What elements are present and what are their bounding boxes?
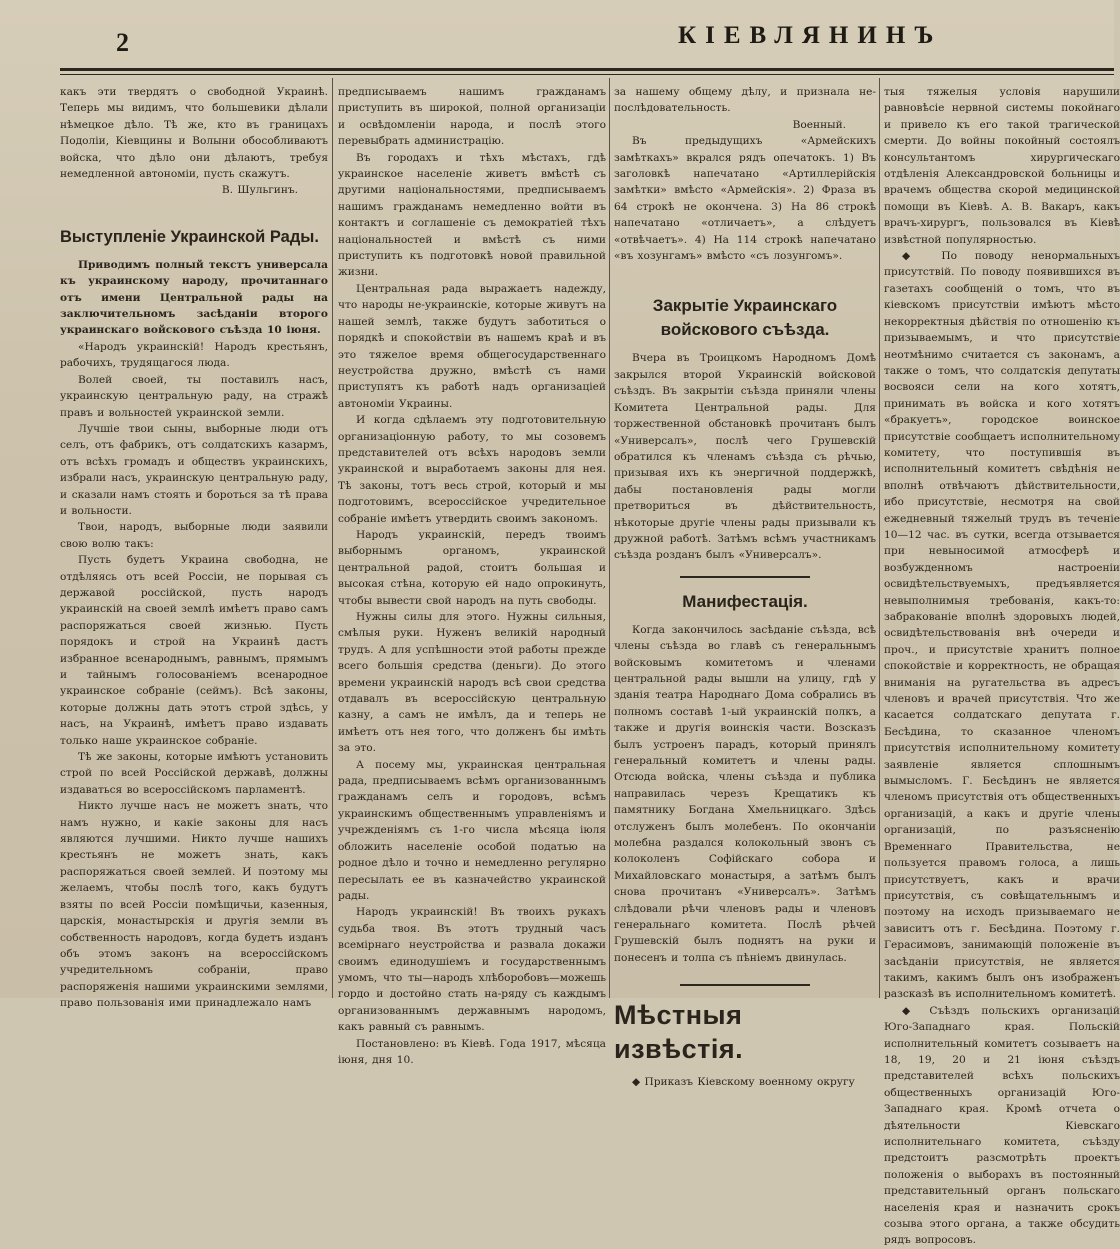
article-heading: Выступленіе Украинской Рады.	[60, 227, 319, 246]
article-paragraph: Вчера въ Троицкомъ Народномъ Домѣ закрылся второй Украинскій войсковой съѣздъ. Въ закрытіи съѣзда приняли члены Комитета Центральной рады. Для торжественной обстановкѣ прочитанъ былъ «Универсалъ», послѣ чего Грушевскій обратился къ членамъ съѣзда съ рѣчью, призывая ихъ къ энергичной поддержкѣ, дабы постановленія рады могли претвориться въ дѣйствительность, нѣкоторые другіе члены рады призывали къ дружной работѣ. Затѣмъ всѣмъ участникамъ съѣзда розданъ былъ «Универсалъ».	[614, 352, 876, 562]
article-paragraph: «Народъ украинскій! Народъ крестьянъ, рабочихъ, трудящагося люда.	[60, 340, 328, 370]
article-paragraph: Тѣ же законы, которые имѣютъ установить строй по всей Россійской державѣ, должны издаваться во всероссійскомъ парламентѣ.	[60, 751, 328, 796]
column-2	[338, 84, 606, 1066]
article-signature: В. Шульгинъ.	[221, 184, 298, 197]
article-paragraph: Твои, народъ, выборные люди заявили свою волю такъ:	[60, 521, 328, 550]
article-paragraph: ◆ Съѣздъ польскихъ организацій Юго-Западнаго края. Польскій исполнительный комитетъ созываетъ на 18, 19, 20 и 21 іюня съѣздъ представителей всѣхъ польскихъ общественныхъ организацій Юго-Западнаго края. Кромѣ отчета о дѣятельности Кіевскаго исполнительнаго комитета, съѣзду предстоитъ разсмотрѣть проектъ положенія о выборахъ въ постоянный представительный органъ польскаго населенія края и назначить срокъ созыва этого органа, а также обсудить рядъ вопросовъ.	[884, 1004, 1120, 1247]
section-rule	[680, 984, 810, 986]
section-heading: Мѣстныя извѣстія.	[614, 1000, 744, 1065]
column-1	[60, 84, 328, 1010]
article-paragraph: Въ городахъ и тѣхъ мѣстахъ, гдѣ украинское населеніе живетъ вмѣстѣ съ другими національностями, предписываемъ нашимъ гражданамъ немедленно войти въ контактъ и соглашеніе съ демократіей тѣхъ національностей и вмѣстѣ съ ними приступить къ подготовкѣ новой правильной жизни.	[338, 151, 606, 279]
article-paragraph: ◆ Приказъ Кіевскому военному округу	[632, 1076, 855, 1089]
article-signature: Военный.	[792, 118, 846, 131]
article-paragraph: И когда сдѣлаемъ эту подготовительную организаціонную работу, то мы созовемъ представителей отъ всѣхъ народовъ земли украинской и выработаемъ законы для нея. Тѣ законы, тотъ весь строй, который и мы подготовимъ, всероссійское учредительное собраніе имѣетъ утвердить своимъ закономъ.	[338, 414, 606, 525]
article-paragraph: Когда закончилось засѣданіе съѣзда, всѣ члены съѣзда во главѣ съ генеральнымъ войсковымъ комитетомъ и членами центральной рады вышли на улицу, гдѣ у зданія театра Народнаго Дома собрались въ полномъ составѣ 1-ый украинскій полкъ, а также и другія воинскія части. Возсказъ былъ устроенъ парадъ, который принялъ генеральный комитетъ и члены рады. Отсюда войска, члены съѣзда и публика направилась черезъ Крещатикъ къ памятнику Богдана Хмельницкаго. Здѣсь отслуженъ былъ молебенъ. По окончаніи молебна раздался колокольный звонъ съ колоколенъ Софійскаго собора и Михайловскаго монастыря, а затѣмъ былъ снова прочитанъ «Универсалъ». Затѣмъ слѣдовали рѣчи членовъ рады и членовъ генеральнаго комитета. Послѣ рѣчей Грушевскій былъ поднятъ на руки и понесенъ и толпа съ пѣніемъ двинулась.	[614, 623, 876, 964]
article-paragraph: Нужны силы для этого. Нужны сильныя, смѣлыя руки. Нуженъ великій народный трудъ. А для успѣшности этой работы прежде всего большія средства (деньги). До этого времени украинскій народъ всѣ свои средства отдавалъ въ всероссійскую центральную казну, а самъ не имѣлъ, да и теперь не имѣетъ отъ нея того, что долженъ бы имѣть за это.	[338, 611, 606, 755]
article-heading: Манифестація.	[682, 591, 808, 611]
article-paragraph: предписываемъ нашимъ гражданамъ приступить въ широкой, полной организаціи и освѣдомленіи народа, и послѣ этого перевыбрать администрацію.	[338, 86, 606, 148]
masthead-rule-thin	[60, 74, 1114, 75]
article-paragraph: какъ эти твердятъ о свободной Украинѣ. Теперь мы видимъ, что большевики дѣлали нѣмецкое дѣло. Тѣ же, кто въ границахъ Подоліи, Кіевщины и Волыни обособливаютъ войска, что дѣло они дѣлаютъ, требуя немедленной автономіи, пусть скажутъ.	[60, 86, 328, 181]
article-paragraph: Волей своей, ты поставилъ насъ, украинскую центральную раду, на стражѣ правъ и вольностей украинской земли.	[60, 373, 328, 419]
article-paragraph: Народъ украинскій, передъ твоимъ выборнымъ органомъ, украинской центральной радой, стоитъ большая и высокая стѣна, которую ей надо опрокинуть, чтобы вывести свой народъ на путь свободы.	[338, 528, 606, 607]
page-number: 2	[116, 28, 129, 57]
article-heading: Закрытіе Украинскаго войскового съѣзда.	[652, 296, 838, 340]
column-divider	[879, 78, 880, 998]
article-paragraph: ◆ По поводу ненормальныхъ присутствій. По поводу появившихся въ газетахъ сообщеній о томъ, что въ кіевскомъ присутствіи имѣютъ мѣсто некорректныя дѣйствія по отношенію къ призываемымъ, и что присутствіе неотмѣнимо считается съ законамъ, а также о томъ, что солдатскія депутаты восвояси сели на кого хотятъ, принимать въ войска и кого хотятъ «бракуетъ», городское воинское присутствіе сообщаетъ исполнительному комитету, что поступившія въ исполнительный комитетъ свѣдѣнія не вполнѣ отвѣчаютъ дѣйствительности, ибо присутствіе, несмотря на свой ежедневный тяжелый трудъ въ теченіе 10—12 час. въ сутки, всегда отзывается при невыносимой атмосферѣ и возбужденномъ настроеніи освидѣтельствуемыхъ, предъявляется невыполнимыя требованія, какъ-то: забракованіе вполнѣ здоровыхъ людей, освидѣтельствованія внѣ очереди и проч., и присутствіе хранитъ полное спокойствіе и корректность, не обращая вниманія на ругательства въ адресъ членовъ и врачей присутствія. Что же касается солдатскаго депутата г. Бесѣдина, то сказанное членомъ присутствія исполнительному комитету заявленіе является сплошнымъ вымысломъ. Г. Бесѣдинъ не является членомъ присутствія отъ общественныхъ организацій, а какъ и другіе члены организацій, по разъясненію Временнаго Правительства, не пользуется правомъ голоса, а лишь присутствуетъ, какъ и врачи присутствія, съ совѣщательнымъ и поэтому на исходъ призываемаго не зависитъ отъ г. Бесѣдина. Поэтому г. Герасимовъ, занимающій положеніе въ засѣданіи присутствія, не является такимъ, какимъ былъ онъ изображенъ разсказѣ въ исполнительномъ комитетѣ.	[884, 250, 1120, 1001]
column-divider	[332, 78, 333, 998]
masthead	[0, 0, 1114, 72]
masthead-rule	[60, 68, 1114, 71]
article-paragraph: Въ предыдущихъ «Армейскихъ замѣткахъ» вкрался рядъ опечатокъ. 1) Въ заголовкѣ напечатано «Артиллерійскія замѣтки» вмѣсто «Армейскія». 2) Фраза въ 64 строкѣ не окончена. 3) На 86 строкѣ напечатано «отличаетъ», а слѣдуетъ «отвѣчаетъ». 4) На 114 строкѣ напечатано «въ хозунгамъ» вмѣсто «съ лозунгомъ».	[614, 135, 876, 263]
column-divider	[609, 78, 610, 998]
column-4	[884, 84, 1120, 1247]
article-paragraph: тыя тяжелыя условія нарушили равновѣсіе нервной системы покойнаго и привело къ его такой трагической смерти. До войны покойный состоялъ консультантомъ хирургическаго отдѣленія Александровской больницы и врачемъ общества скорой медицинской помощи въ Кіевѣ. А. В. Вакаръ, какъ врачъ-хирургъ, пользовался въ Кіевѣ извѣстной популярностью.	[884, 86, 1120, 246]
article-paragraph: Приводимъ полный текстъ универсала къ украинскому народу, прочитаннаго отъ имени Центральной рады на заключительномъ засѣданіи второго украинскаго войскового съѣзда 10 іюня.	[60, 258, 328, 337]
article-paragraph: А посему мы, украинская центральная рада, предписываемъ всѣмъ организованнымъ гражданамъ селъ и городовъ, всѣмъ украинскимъ общественнымъ управленіямъ и учрежденіямъ съ 1-го числа мѣсяца іюля обложить населеніе особой податью на родное дѣло и точно и немедленно регулярно пересылать ее въ казначейство украинской рады.	[338, 758, 606, 902]
article-paragraph: Постановлено: въ Кіевѣ. Года 1917, мѣсяца іюня, дня 10.	[338, 1037, 606, 1066]
newspaper-title: КІЕВЛЯНИНЪ	[678, 22, 943, 49]
section-rule	[680, 576, 810, 578]
article-paragraph: Никто лучше насъ не можетъ знать, что намъ нужно, и какіе законы для насъ являются лучшими. Никто лучше нашихъ крестьянъ не можетъ знать, какъ распоряжаться своей землей. И поэтому мы желаемъ, чтобы послѣ того, какъ будутъ взяты по всей Россіи помѣщичьи, казенныя, царскія, монастырскія и другія земли въ собственность народовъ, когда будетъ изданъ объ этомъ законъ на всероссійскомъ учредительномъ собраніи, право распоряженія нашими украинскими землями, право пользованія ими принадлежало намъ	[60, 800, 328, 1010]
article-paragraph: Центральная рада выражаетъ надежду, что народы не-украинскіе, которые живутъ на нашей землѣ, также будутъ заботиться о порядкѣ и спокойствіи въ нашемъ краѣ и въ это тяжелое время общегосударственнаго неустройства дружно, вмѣстѣ съ нами приступятъ къ работѣ надъ организаціей автономіи Украины.	[338, 282, 606, 410]
column-3	[614, 84, 876, 1089]
article-paragraph: Пусть будетъ Украина свободна, не отдѣляясь отъ всей Россіи, не порывая съ державой россійской, пусть народъ украинскій на своей землѣ имѣетъ право самъ распоряжаться своей жизнью. Пусть порядокъ и строй на Украинѣ дастъ избранное всенароднымъ, равнымъ, прямымъ и тайнымъ голосованіемъ всенародное украинское собраніе (сеймъ). Всѣ законы, которые должны дать этотъ строй здѣсь, у насъ, на Украинѣ, имѣетъ право издавать только наше украинское собраніе.	[60, 554, 328, 747]
article-paragraph: Лучшіе твои сыны, выборные люди отъ селъ, отъ фабрикъ, отъ солдатскихъ казармъ, отъ всѣхъ громадъ и обществъ украинскихъ, избрали насъ, украинскую центральную раду, и сказали намъ стоять и бороться за тѣ права и вольности.	[60, 422, 328, 517]
article-paragraph: за нашему общему дѣлу, и признала не-послѣдовательность.	[614, 86, 876, 115]
article-paragraph: Народъ украинскій! Въ твоихъ рукахъ судьба твоя. Въ этотъ трудный часъ всемірнаго неустройства и развала докажи своимъ единодушіемъ и государственнымъ умомъ, что ты—народъ хлѣборобовъ—можешь гордо и достойно стать на-ряду съ каждымъ организованнымъ державнымъ народомъ, какъ равный съ равнымъ.	[338, 906, 606, 1034]
